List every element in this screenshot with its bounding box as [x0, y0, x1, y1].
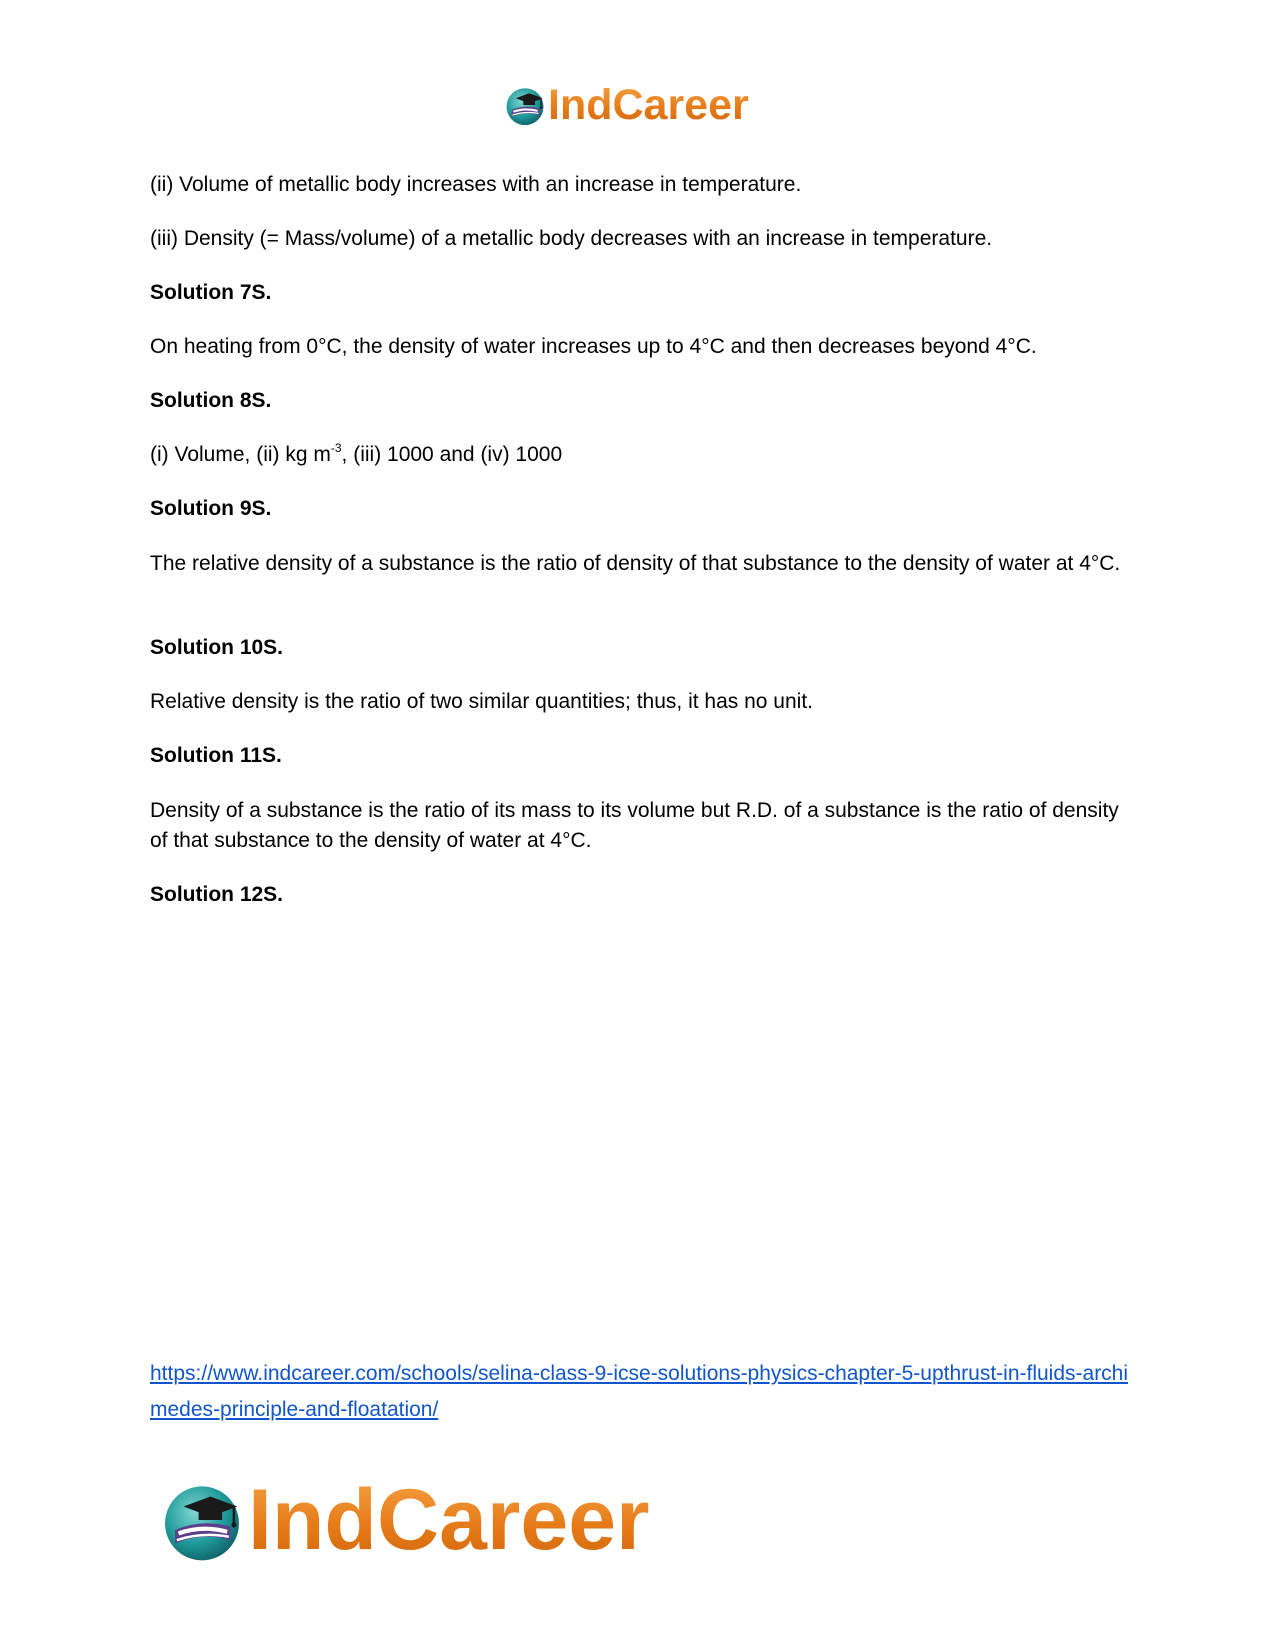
answer-line-ii: (ii) Volume of metallic body increases with an increase in temperature. [150, 173, 802, 196]
solution-7s-text: On heating from 0°C, the density of water increases up to 4°C and then decreases beyond 4°C. [150, 335, 1037, 358]
globe-graduation-cap-books-icon [160, 1478, 244, 1562]
solution-8s-part2: , (iii) 1000 and (iv) 1000 [341, 443, 563, 466]
solution-8s-heading: Solution 8S. [150, 389, 272, 412]
solution-9s-heading: Solution 9S. [150, 497, 272, 520]
source-url-link[interactable]: https://www.indcareer.com/schools/selina-class-9-icse-solutions-physics-chapter-5-upthrust-in-fluids-archimedes-principle-and-floatation/ [150, 1362, 1129, 1421]
solution-10s-heading: Solution 10S. [150, 636, 284, 659]
solution-7s-heading: Solution 7S. [150, 281, 272, 304]
solution-8s-text [150, 440, 562, 470]
solution-9s-text: The relative density of a substance is the ratio of density of that substance to the density of water at 4°C. [150, 552, 1121, 575]
solution-8s-superscript: -3 [330, 441, 342, 455]
answer-line-iii: (iii) Density (= Mass/volume) of a metallic body decreases with an increase in temperature. [150, 227, 993, 250]
globe-graduation-cap-books-icon [504, 84, 546, 126]
header-logo [504, 80, 749, 130]
solution-11s-heading: Solution 11S. [150, 744, 282, 767]
solution-10s-text: Relative density is the ratio of two similar quantities; thus, it has no unit. [150, 690, 813, 713]
brand-logo-text: IndCareer [548, 81, 749, 129]
solution-11s-text: Density of a substance is the ratio of its mass to its volume but R.D. of a substance is the ratio of density of that substance to the density of water at 4°C. [150, 799, 1119, 852]
brand-logo-text-large: IndCareer [248, 1472, 650, 1568]
solution-12s-heading: Solution 12S. [150, 883, 284, 906]
footer-logo [160, 1470, 650, 1570]
solution-8s-part1: (i) Volume, (ii) kg m [150, 443, 331, 466]
